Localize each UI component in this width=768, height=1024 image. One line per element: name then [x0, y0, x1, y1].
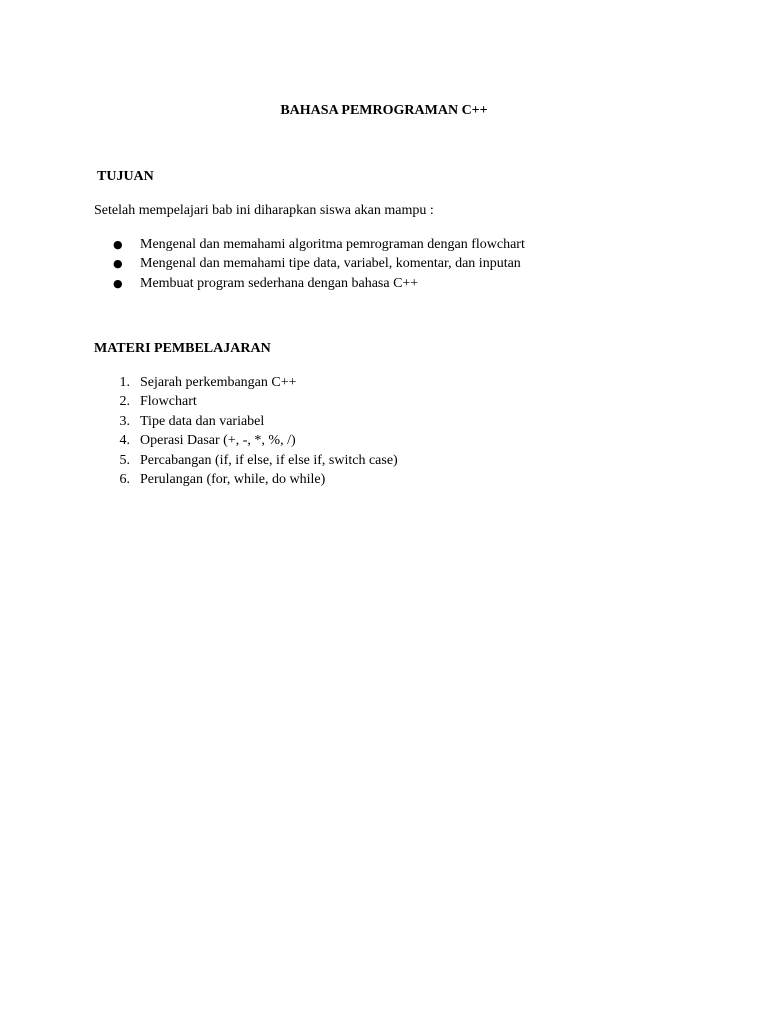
list-number: 2.	[119, 394, 130, 410]
list-number: 5.	[119, 452, 130, 468]
list-number: 6.	[119, 471, 130, 487]
numbered-item-text: Sejarah perkembangan C++	[140, 375, 297, 390]
numbered-item-text: Percabangan (if, if else, if else if, switch case)	[140, 452, 398, 468]
bullet-item-text: Mengenal dan memahami tipe data, variabel, komentar, dan inputan	[140, 256, 521, 272]
bullet-item-text: Mengenal dan memahami algoritma pemrograman dengan flowchart	[140, 237, 525, 252]
numbered-item-text: Perulangan (for, while, do while)	[140, 471, 326, 487]
bullet-icon: ●	[113, 257, 123, 271]
tujuan-heading: TUJUAN	[97, 169, 154, 184]
bullet-icon: ●	[113, 238, 123, 251]
tujuan-intro-text: Setelah mempelajari bab ini diharapkan siswa akan mampu :	[94, 203, 434, 218]
document-title: BAHASA PEMROGRAMAN C++	[280, 103, 488, 118]
list-number: 4.	[119, 433, 130, 449]
bullet-item-text: Membuat program sederhana dengan bahasa C++	[140, 275, 419, 291]
bullet-icon: ●	[113, 276, 123, 290]
numbered-item-text: Tipe data dan variabel	[140, 413, 265, 429]
list-number: 3.	[119, 413, 130, 429]
materi-heading: MATERI PEMBELAJARAN	[94, 341, 271, 356]
numbered-item-text: Flowchart	[140, 394, 197, 410]
numbered-item-text: Operasi Dasar (+, -, *, %, /)	[140, 433, 296, 449]
list-number: 1.	[119, 375, 130, 390]
